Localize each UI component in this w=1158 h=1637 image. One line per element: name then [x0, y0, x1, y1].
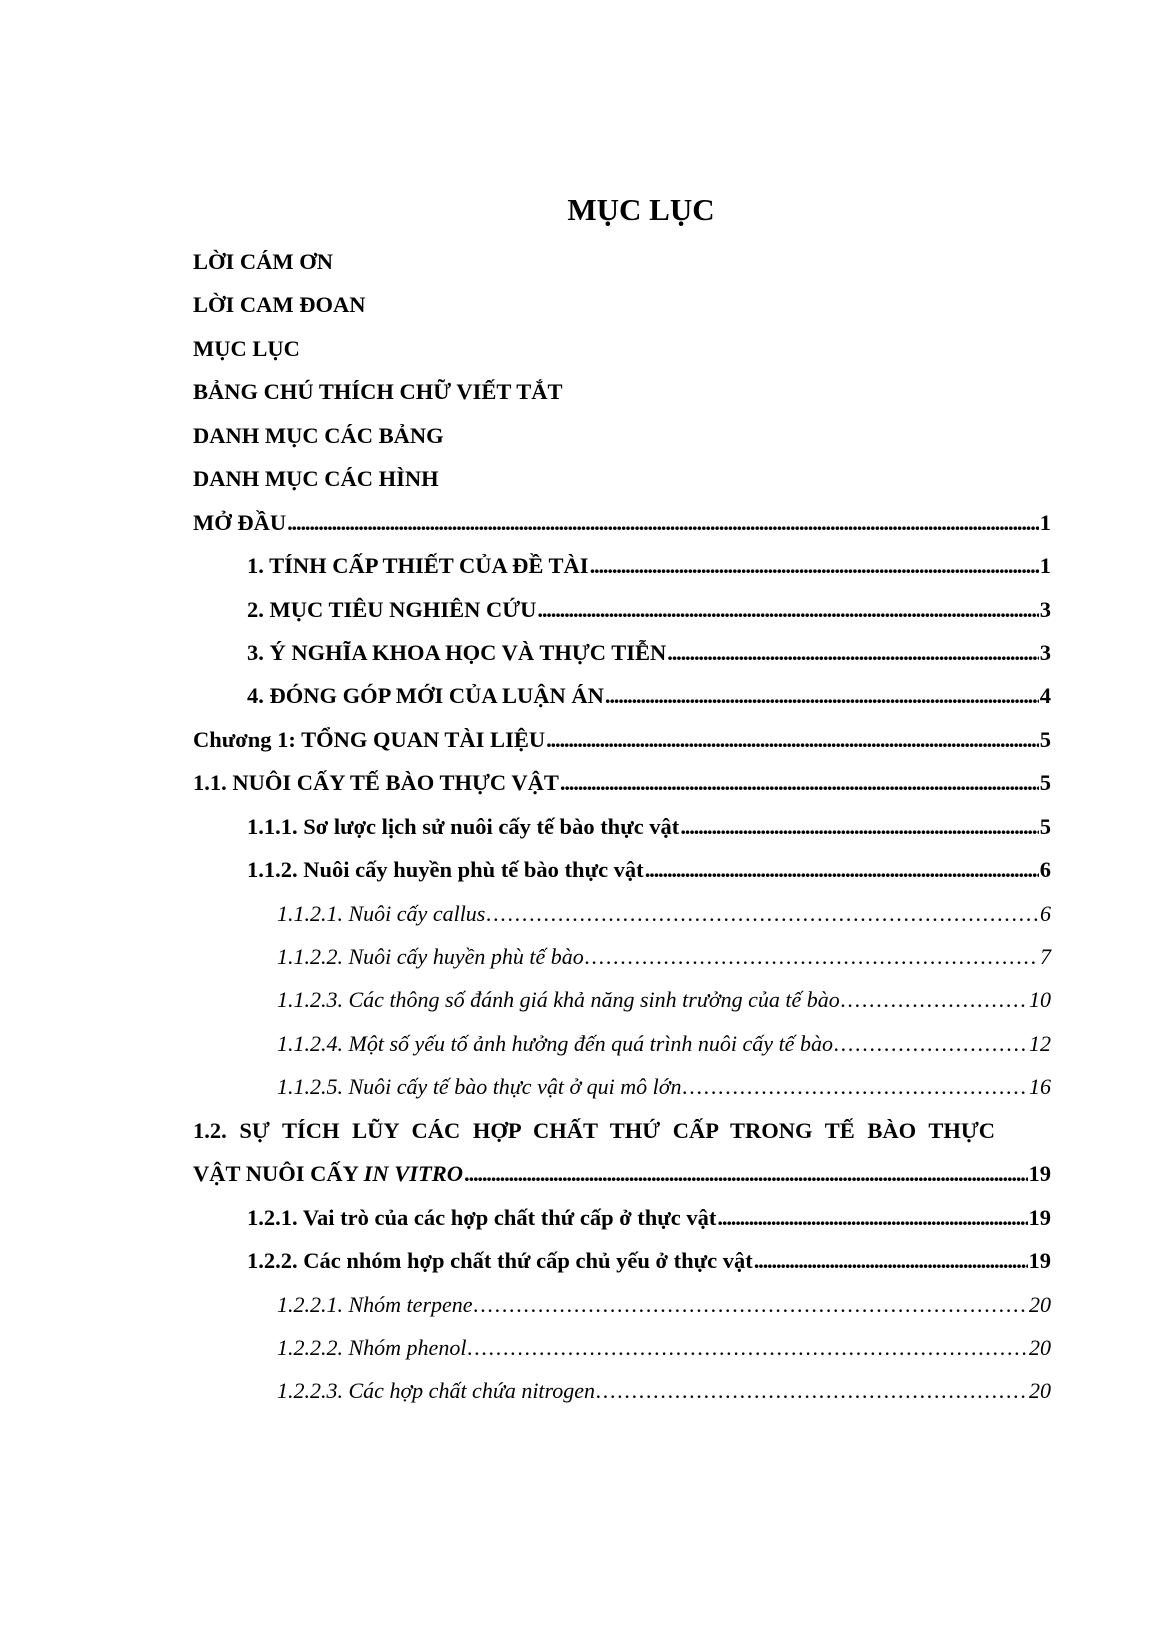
toc-entry[interactable] [193, 457, 1051, 500]
dot-leader [467, 1326, 1028, 1369]
toc-entry-continued[interactable] [193, 1152, 1051, 1195]
toc-entry[interactable] [193, 631, 1051, 674]
dot-leader [841, 978, 1028, 1021]
toc-entry-label: 1.2.1. Vai trò của các hợp chất thứ cấp ở thực vật [247, 1204, 717, 1230]
toc-page-number: 16 [1029, 1074, 1051, 1100]
toc-entry[interactable] [193, 1283, 1051, 1326]
toc-entry-label: 3. Ý NGHĨA KHOA HỌC VÀ THỰC TIỄN [247, 639, 667, 665]
toc-entry-label: 1.1.2.5. Nuôi cấy tế bào thực vật ở qui mô lớn [277, 1074, 682, 1100]
toc-entry-label: LỜI CÁM ƠN [193, 249, 333, 274]
toc-page-number: 6 [1039, 857, 1051, 883]
toc-entry-label-text: VẬT NUÔI CẤY [193, 1161, 364, 1187]
toc-entry[interactable] [193, 978, 1051, 1021]
page-title: MỤC LỤC [567, 192, 715, 227]
dot-leader [605, 674, 1039, 717]
dot-leader [464, 1152, 1027, 1195]
toc-page-number: 20 [1029, 1291, 1051, 1317]
toc-entry-label: 1.2.2.2. Nhóm phenol [277, 1334, 467, 1360]
dot-leader [537, 588, 1038, 631]
toc-page-number: 1 [1039, 509, 1051, 535]
dot-leader [585, 935, 1039, 978]
toc-entry[interactable] [193, 1022, 1051, 1065]
toc-entry-label: MỞ ĐẦU [193, 509, 287, 535]
toc-entry[interactable] [193, 1109, 1051, 1152]
table-of-contents [193, 240, 1051, 1413]
dot-leader [546, 718, 1039, 761]
toc-page-number: 5 [1039, 726, 1051, 752]
toc-entry[interactable] [193, 1239, 1051, 1282]
toc-entry-label: BẢNG CHÚ THÍCH CHỮ VIẾT TẮT [193, 379, 563, 405]
toc-entry[interactable] [193, 501, 1051, 544]
toc-entry[interactable] [193, 1369, 1051, 1412]
toc-entry[interactable] [193, 370, 1051, 413]
toc-page-number: 12 [1029, 1030, 1051, 1056]
toc-entry[interactable] [193, 892, 1051, 935]
toc-entry-label: 1.2. SỰ TÍCH LŨY CÁC HỢP CHẤT THỨ CẤP TRONG TẾ BÀO THỰC [193, 1117, 996, 1143]
toc-entry-label-italic: IN VITRO [363, 1161, 464, 1187]
toc-entry-label [193, 1152, 463, 1195]
toc-page-number: 19 [1028, 1161, 1051, 1187]
toc-entry-label: 1.1.2. Nuôi cấy huyền phù tế bào thực vật [247, 857, 644, 883]
toc-entry-label: 1.1. NUÔI CẤY TẾ BÀO THỰC VẬT [193, 770, 559, 796]
dot-leader [754, 1239, 1028, 1282]
toc-page-number: 20 [1029, 1378, 1051, 1404]
toc-page-number: 19 [1028, 1248, 1051, 1274]
toc-entry-label: 1.1.2.1. Nuôi cấy callus [277, 900, 486, 926]
toc-entry-label: 1.2.2.3. Các hợp chất chứa nitrogen [277, 1378, 596, 1404]
toc-entry-label: 1.1.2.2. Nuôi cấy huyền phù tế bào [277, 944, 584, 969]
toc-entry[interactable] [193, 848, 1051, 891]
toc-entry-label: 4. ĐÓNG GÓP MỚI CỦA LUẬN ÁN [247, 683, 604, 709]
toc-entry-label: LỜI CAM ĐOAN [193, 292, 366, 318]
toc-entry-label: 1. TÍNH CẤP THIẾT CỦA ĐỀ TÀI [247, 553, 589, 579]
toc-entry[interactable] [193, 544, 1051, 587]
toc-page-number: 19 [1028, 1204, 1051, 1230]
dot-leader [560, 761, 1039, 804]
toc-page-number: 4 [1039, 683, 1051, 709]
toc-entry[interactable] [193, 588, 1051, 631]
toc-entry[interactable] [193, 718, 1051, 761]
dot-leader [474, 1283, 1028, 1326]
toc-page-number: 6 [1040, 900, 1051, 926]
toc-page-number: 10 [1029, 987, 1051, 1013]
toc-entry[interactable] [193, 240, 1051, 283]
toc-entry-label: 1.1.1. Sơ lược lịch sử nuôi cấy tế bào thực vật [247, 813, 680, 839]
toc-entry-label: 2. MỤC TIÊU NGHIÊN CỨU [247, 596, 537, 622]
toc-entry-label: 1.2.2.1. Nhóm terpene [277, 1291, 473, 1317]
toc-page-number: 3 [1039, 639, 1051, 665]
toc-entry-label: MỤC LỤC [193, 335, 300, 361]
toc-entry-label: 1.2.2. Các nhóm hợp chất thứ cấp chủ yếu ở thực vật [247, 1248, 753, 1274]
dot-leader [667, 631, 1039, 674]
toc-entry-label: DANH MỤC CÁC BẢNG [193, 422, 444, 448]
dot-leader [590, 544, 1039, 587]
dot-leader [645, 848, 1039, 891]
toc-entry[interactable] [193, 283, 1051, 326]
toc-entry[interactable] [193, 1065, 1051, 1108]
toc-entry[interactable] [193, 1326, 1051, 1369]
dot-leader [680, 805, 1038, 848]
dot-leader [834, 1022, 1028, 1065]
toc-page-number: 1 [1039, 553, 1051, 579]
dot-leader [683, 1065, 1028, 1108]
toc-entry[interactable] [193, 761, 1051, 804]
toc-entry-label: DANH MỤC CÁC HÌNH [193, 466, 439, 492]
toc-entry[interactable] [193, 414, 1051, 457]
toc-entry[interactable] [193, 327, 1051, 370]
toc-entry-label: 1.1.2.4. Một số yếu tố ảnh hưởng đến quá trình nuôi cấy tế bào [277, 1030, 833, 1056]
toc-page-number: 5 [1039, 813, 1051, 839]
dot-leader [287, 501, 1039, 544]
dot-leader [486, 892, 1039, 935]
toc-entry[interactable] [193, 935, 1051, 978]
toc-entry-label: 1.1.2.3. Các thông số đánh giá khả năng sinh trưởng của tế bào [277, 987, 840, 1013]
toc-page-number: 3 [1039, 596, 1051, 622]
toc-page-number: 7 [1040, 944, 1051, 969]
toc-entry[interactable] [193, 674, 1051, 717]
toc-entry[interactable] [193, 805, 1051, 848]
toc-entry[interactable] [193, 1196, 1051, 1239]
dot-leader [596, 1369, 1028, 1412]
toc-page-number: 20 [1029, 1334, 1051, 1360]
toc-entry-label: Chương 1: TỔNG QUAN TÀI LIỆU [193, 726, 546, 752]
toc-page-number: 5 [1039, 770, 1051, 796]
dot-leader [717, 1196, 1027, 1239]
